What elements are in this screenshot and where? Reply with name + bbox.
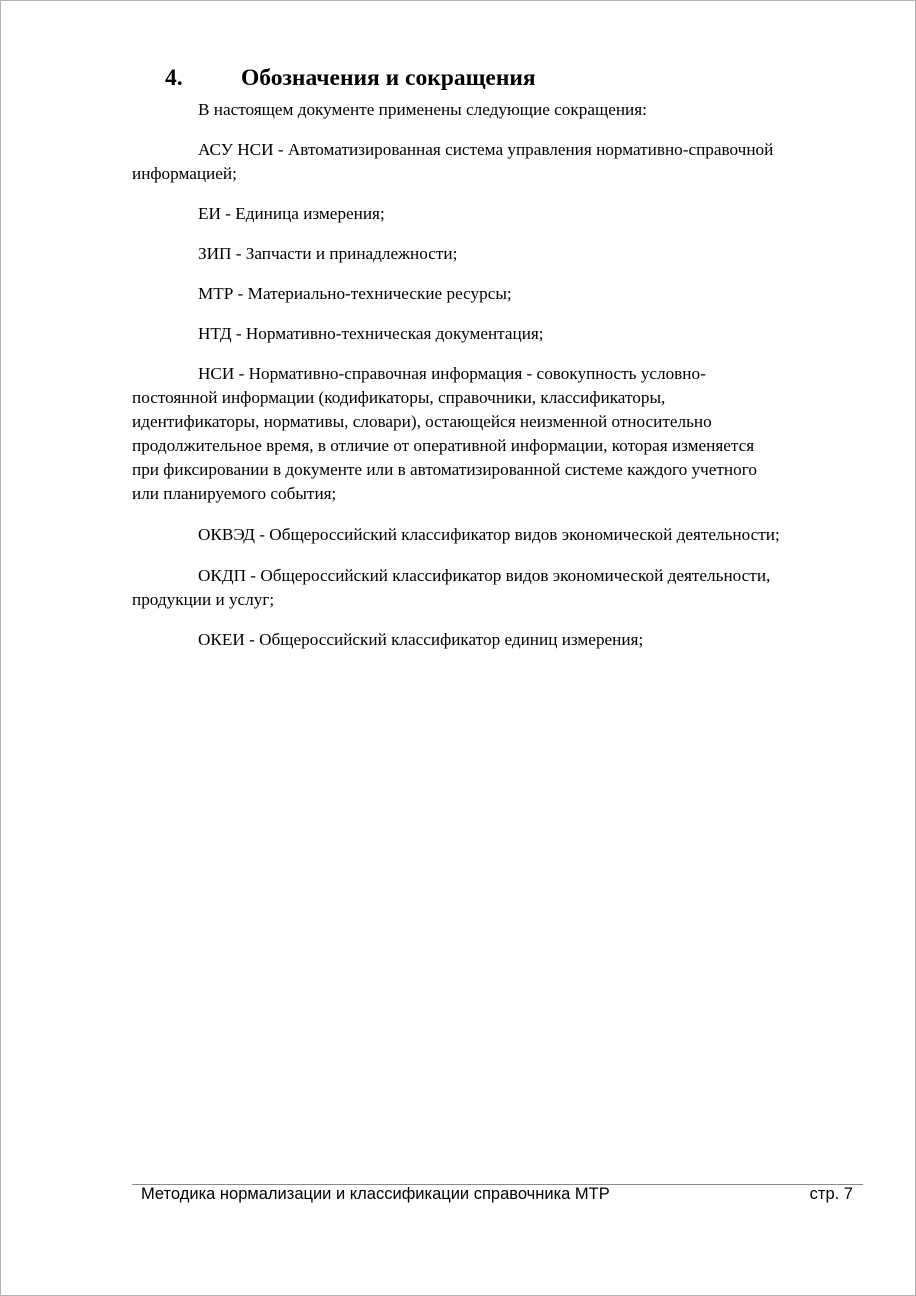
entry-line: при фиксировании в документе или в автоматизированной системе каждого учетного [132, 460, 757, 479]
intro-paragraph [132, 98, 832, 122]
abbreviation-entry-ei [132, 202, 832, 226]
footer-document-title: Методика нормализации и классификации справочника МТР [141, 1185, 610, 1203]
intro-text: В настоящем документе применены следующие сокращения: [198, 100, 647, 119]
abbreviation-entry-ntd [132, 322, 832, 346]
entry-line: постоянной информации (кодификаторы, справочники, классификаторы, [132, 388, 666, 407]
entry-line: МТР - Материально-технические ресурсы; [198, 284, 512, 303]
abbreviation-entry-mtr [132, 282, 832, 306]
entry-line: или планируемого события; [132, 484, 337, 503]
entry-line: продукции и услуг; [132, 590, 275, 609]
entry-line: НТД - Нормативно-техническая документация; [198, 324, 544, 343]
abbreviation-entry-okved [132, 523, 832, 547]
page-footer [141, 1185, 853, 1204]
section-heading [165, 65, 536, 92]
abbreviation-entry-okei [132, 628, 832, 652]
footer-page-number: стр. 7 [809, 1185, 853, 1203]
entry-line: ЕИ - Единица измерения; [198, 204, 385, 223]
entry-line: ОКДП - Общероссийский классификатор видов экономической деятельности, [198, 566, 771, 585]
entry-line: АСУ НСИ - Автоматизированная система управления нормативно-справочной [198, 140, 774, 159]
abbreviation-entry-zip [132, 242, 832, 266]
entry-line: идентификаторы, нормативы, словари), остающейся неизменной относительно [132, 412, 712, 431]
abbreviation-entry-okdp [132, 564, 832, 612]
section-title: Обозначения и сокращения [241, 65, 536, 91]
entry-line: НСИ - Нормативно-справочная информация - совокупность условно- [198, 364, 706, 383]
section-number: 4. [165, 65, 183, 91]
abbreviation-entry-nsi [132, 362, 832, 506]
entry-line: ЗИП - Запчасти и принадлежности; [198, 244, 458, 263]
entry-line: информацией; [132, 164, 237, 183]
entry-line: ОКВЭД - Общероссийский классификатор видов экономической деятельности; [198, 525, 780, 544]
entry-line: продолжительное время, в отличие от оперативной информации, которая изменяется [132, 436, 755, 455]
abbreviation-entry-asu-nsi [132, 138, 832, 186]
entry-line: ОКЕИ - Общероссийский классификатор единиц измерения; [198, 630, 644, 649]
